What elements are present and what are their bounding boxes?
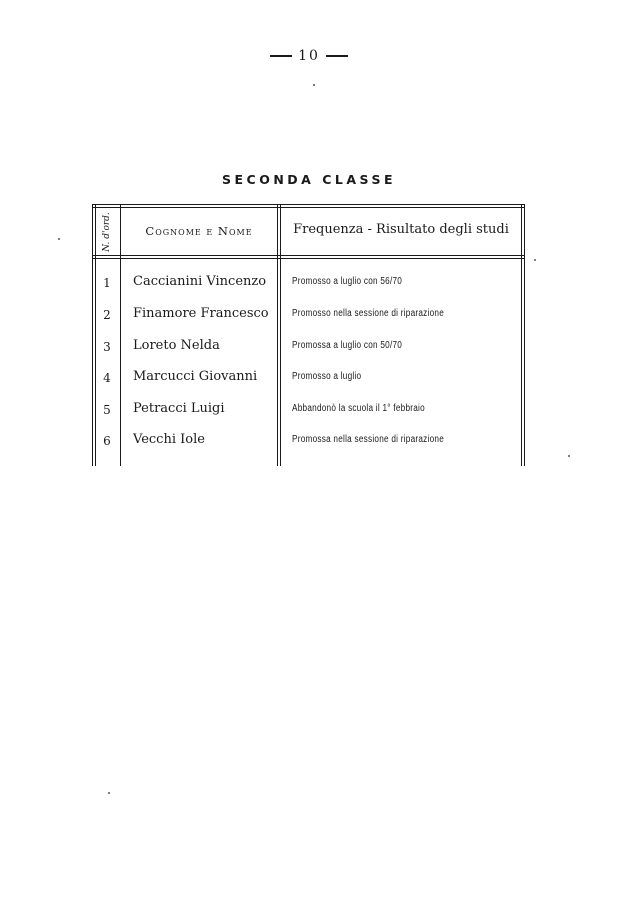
- row-name: Vecchi Iole: [133, 432, 205, 447]
- header-bottom-rule: [92, 255, 525, 256]
- row-result: Promossa nella sessione di riparazione: [292, 434, 445, 445]
- row-number: 3: [103, 340, 111, 354]
- dash-left: [270, 55, 292, 57]
- row-number: 1: [103, 276, 111, 290]
- table-row: [92, 371, 525, 403]
- table-top-rule-2: [92, 207, 525, 208]
- scan-speck: [568, 455, 570, 457]
- row-result: Promosso a luglio con 56/70: [292, 276, 403, 287]
- row-name: Marcucci Giovanni: [133, 369, 258, 384]
- page-number: [0, 48, 618, 64]
- header-result: Frequenza - Risultato degli studi: [293, 222, 509, 237]
- row-result: Promosso nella sessione di riparazione: [292, 308, 445, 319]
- table-top-rule: [92, 204, 525, 205]
- table-row: [92, 308, 525, 340]
- dash-right: [326, 55, 348, 57]
- row-name: Finamore Francesco: [133, 306, 269, 321]
- row-name: Caccianini Vincenzo: [133, 274, 267, 289]
- row-number: 5: [103, 403, 111, 417]
- row-result: Abbandonò la scuola il 1° febbraio: [292, 403, 425, 414]
- table-row: [92, 276, 525, 308]
- row-name: Petracci Luigi: [133, 401, 225, 416]
- row-result: Promosso a luglio: [292, 371, 362, 382]
- row-number: 2: [103, 308, 111, 322]
- row-number: 4: [103, 371, 111, 385]
- header-bottom-rule-2: [92, 258, 525, 259]
- scan-speck: [313, 84, 315, 86]
- page-number-text: 10: [298, 48, 320, 64]
- scan-speck: [534, 259, 536, 261]
- header-name: Cognome e Nome: [145, 224, 253, 238]
- section-title: SECONDA CLASSE: [222, 172, 396, 187]
- table-row: [92, 340, 525, 372]
- scan-speck: [58, 238, 60, 240]
- header-number-text: N. d'ord.: [102, 212, 113, 252]
- row-name: Loreto Nelda: [133, 338, 220, 353]
- scan-speck: [108, 792, 110, 794]
- table-row: [92, 434, 525, 466]
- table-row: [92, 403, 525, 435]
- row-result: Promossa a luglio con 50/70: [292, 340, 403, 351]
- header-number: [96, 214, 118, 250]
- row-number: 6: [103, 434, 111, 448]
